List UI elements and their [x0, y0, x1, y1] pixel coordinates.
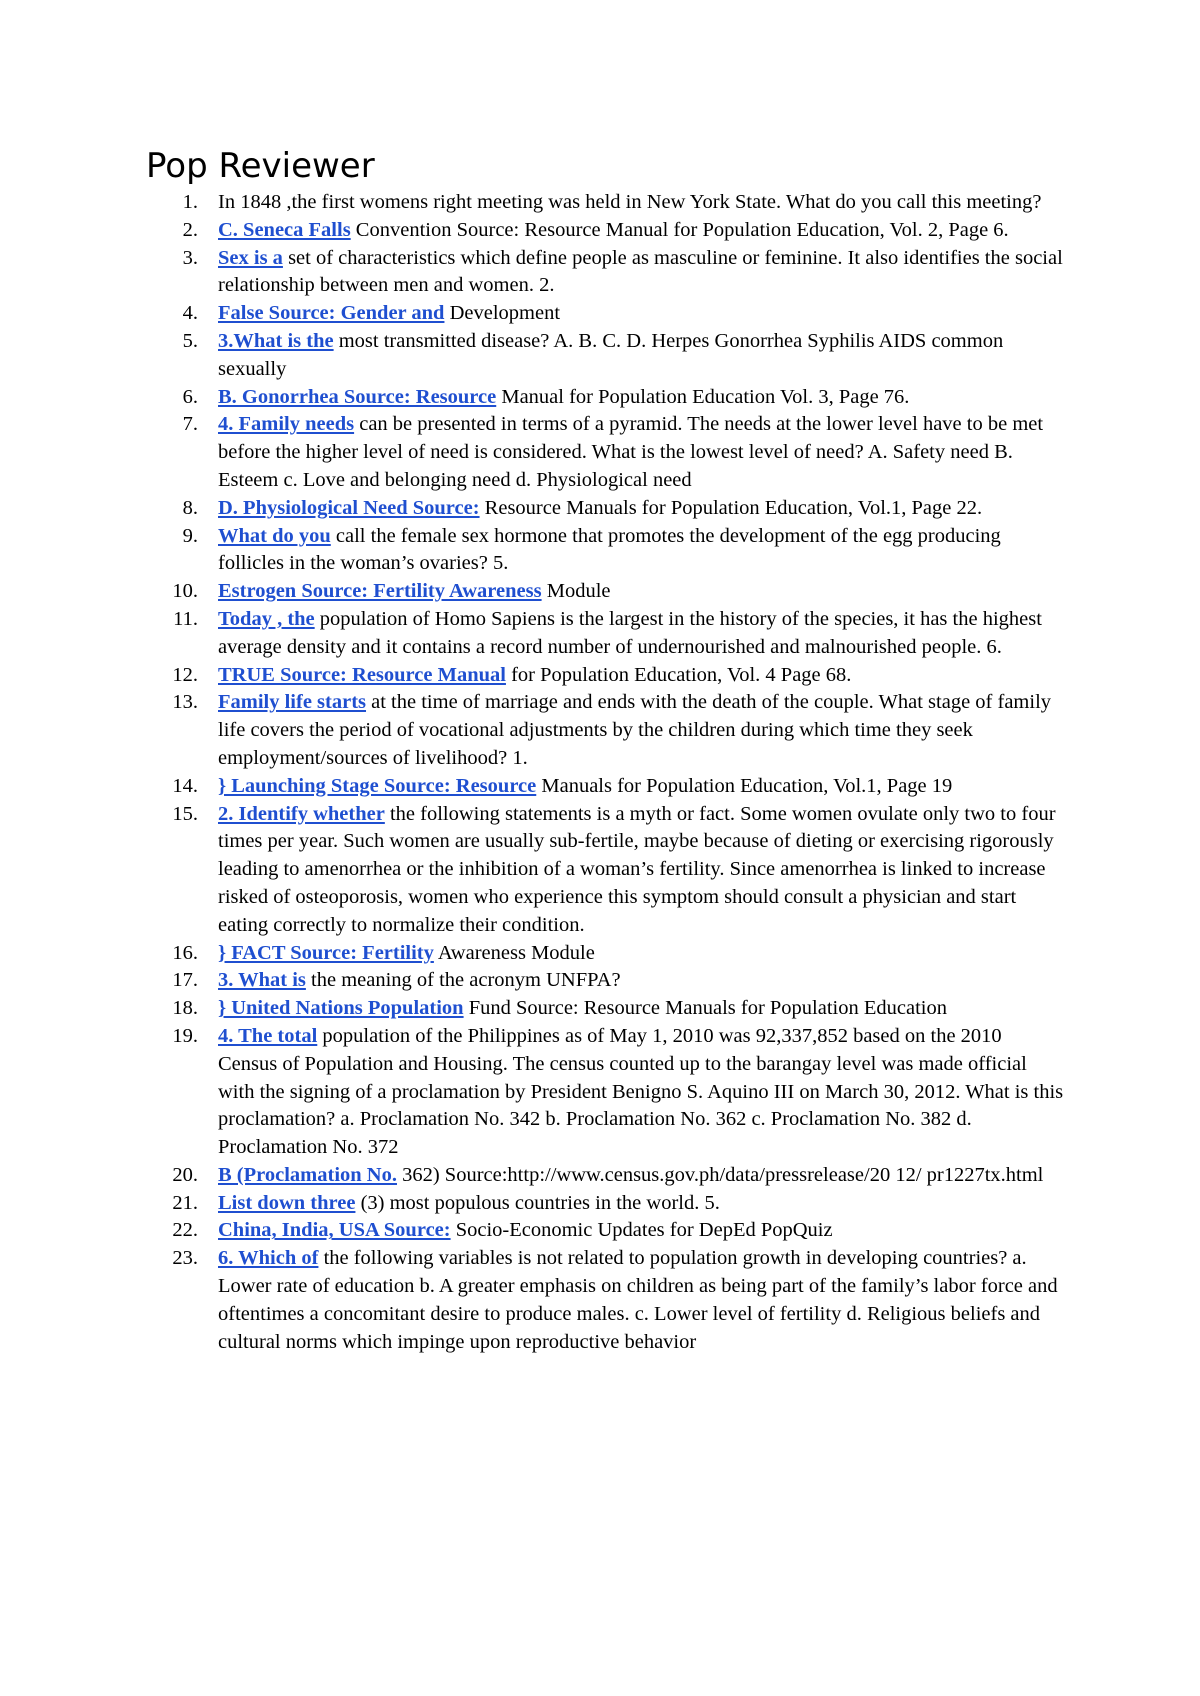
item-number: 11.	[173, 607, 198, 630]
item-number: 5.	[182, 329, 198, 352]
item-text: can be presented in terms of a pyramid. The needs at the lower level have to be met before the higher level of need is considered. What is the lowest level of need? A. Safety need B. Esteem c. Love and belonging need d. Physiological need	[218, 413, 1044, 491]
item-text: for Population Education, Vol. 4 Page 68.	[505, 663, 852, 686]
item-number: 8.	[182, 496, 198, 519]
list-item	[146, 217, 1066, 245]
list-item	[146, 1245, 1066, 1356]
item-text: 362) Source:http://www.census.gov.ph/data/pressrelease/20 12/ pr1227tx.html	[396, 1163, 1044, 1186]
item-link[interactable]: C. Seneca Falls	[218, 218, 351, 241]
item-link[interactable]: Today , the	[218, 607, 315, 630]
item-number: 19.	[172, 1024, 198, 1047]
item-link[interactable]: } Launching Stage Source: Resource	[218, 774, 537, 797]
item-number: 10.	[172, 580, 198, 603]
reviewer-list	[146, 189, 1066, 1356]
item-text: Manuals for Population Education, Vol.1, Page 19	[536, 774, 953, 797]
item-number: 22.	[172, 1219, 198, 1242]
item-link[interactable]: B. Gonorrhea Source: Resource	[218, 385, 497, 408]
item-number: 3.	[182, 246, 198, 269]
item-text: Fund Source: Resource Manuals for Population Education	[463, 997, 947, 1020]
item-text: set of characteristics which define people as masculine or feminine. It also identifies the social relationship between men and women. 2.	[218, 246, 1063, 297]
list-item	[146, 773, 1066, 801]
item-number: 14.	[172, 774, 198, 797]
item-text: Resource Manuals for Population Education, Vol.1, Page 22.	[479, 496, 983, 519]
item-number: 18.	[172, 997, 198, 1020]
item-link[interactable]: False Source: Gender and	[218, 302, 445, 325]
item-number: 1.	[182, 191, 198, 213]
item-number: 7.	[182, 413, 198, 436]
item-number: 21.	[172, 1191, 198, 1214]
list-item	[146, 245, 1066, 301]
item-link[interactable]: 3.What is the	[218, 329, 334, 352]
list-item	[146, 384, 1066, 412]
item-link[interactable]: Sex is a	[218, 246, 283, 269]
item-link[interactable]: 4. The total	[218, 1024, 318, 1047]
item-number: 12.	[172, 663, 198, 686]
item-link[interactable]: List down three	[218, 1191, 356, 1214]
item-link[interactable]: What do you	[218, 524, 331, 547]
item-number: 16.	[172, 941, 198, 964]
item-link[interactable]: 2. Identify whether	[218, 802, 385, 825]
list-item	[146, 189, 1066, 217]
item-text: the following variables is not related to population growth in developing countries? a. Lower rate of education b. A greater emphasis on children as being part of the family’s labor force and oftentimes a concomitant desire to produce males. c. Lower level of fertility d. Religious beliefs and cultural norms which impinge upon reproductive behavior	[218, 1247, 1058, 1353]
list-item	[146, 967, 1066, 995]
item-text: Development	[444, 302, 561, 325]
item-link[interactable]: B (Proclamation No.	[218, 1163, 397, 1186]
item-number: 2.	[182, 218, 198, 241]
item-text: Socio-Economic Updates for DepEd PopQuiz	[450, 1219, 833, 1242]
item-number: 13.	[172, 691, 198, 714]
list-item	[146, 411, 1066, 494]
item-text: the following statements is a myth or fact. Some women ovulate only two to four times per year. Such women are usually sub-fertile, maybe because of dieting or exercising rigorously leading to amenorrhea or the inhibition of a woman’s fertility. Since amenorrhea is linked to increase risked of osteoporosis, women who experience this symptom should consult a physician and start eating correctly to normalize their condition.	[218, 802, 1056, 936]
item-text: Convention Source: Resource Manual for Population Education, Vol. 2, Page 6.	[350, 218, 1009, 241]
item-text: the meaning of the acronym UNFPA?	[305, 969, 621, 992]
item-link[interactable]: Family life starts	[218, 691, 367, 714]
list-item	[146, 689, 1066, 772]
item-text: population of the Philippines as of May 1, 2010 was 92,337,852 based on the 2010 Census of Population and Housing. The census counted up to the barangay level was made official with the signing of a proclamation by President Benigno S. Aquino III on March 30, 2012. What is this proclamation? a. Proclamation No. 342 b. Proclamation No. 362 c. Proclamation No. 382 d. Proclamation No. 372	[218, 1024, 1064, 1159]
item-text: at the time of marriage and ends with the death of the couple. What stage of family life covers the period of vocational adjustments by the children during which time they seek employment/sources of livelihood? 1.	[218, 691, 1052, 769]
item-link[interactable]: 3. What is	[218, 969, 306, 992]
item-link[interactable]: } United Nations Population	[218, 997, 464, 1020]
item-link[interactable]: TRUE Source: Resource Manual	[218, 663, 506, 686]
list-item	[146, 300, 1066, 328]
list-item	[146, 606, 1066, 662]
list-item	[146, 801, 1066, 940]
list-item	[146, 1190, 1066, 1218]
item-text: most transmitted disease? A. B. C. D. Herpes Gonorrhea Syphilis AIDS common sexually	[218, 329, 1004, 380]
item-link[interactable]: } FACT Source: Fertility	[218, 941, 434, 964]
item-text: Manual for Population Education Vol. 3, Page 76.	[496, 385, 910, 408]
item-text: Awareness Module	[433, 941, 595, 964]
list-item	[146, 662, 1066, 690]
item-number: 4.	[182, 302, 198, 325]
item-text: In 1848 ,the first womens right meeting was held in New York State. What do you call this meeting?	[218, 191, 1042, 213]
item-number: 15.	[172, 802, 198, 825]
list-item	[146, 523, 1066, 579]
item-number: 6.	[182, 385, 198, 408]
item-link[interactable]: China, India, USA Source:	[218, 1219, 451, 1242]
list-item	[146, 328, 1066, 384]
list-item	[146, 495, 1066, 523]
item-number: 20.	[172, 1163, 198, 1186]
item-link[interactable]: Estrogen Source: Fertility Awareness	[218, 580, 542, 603]
item-text: Module	[541, 580, 611, 603]
list-item	[146, 940, 1066, 968]
item-text: population of Homo Sapiens is the largest in the history of the species, it has the highest average density and it contains a record number of undernourished and malnourished people. 6.	[218, 607, 1042, 658]
item-link[interactable]: D. Physiological Need Source:	[218, 496, 480, 519]
item-number: 23.	[172, 1247, 198, 1270]
list-item	[146, 578, 1066, 606]
item-number: 17.	[172, 969, 198, 992]
list-item	[146, 1217, 1066, 1245]
item-text: (3) most populous countries in the world. 5.	[355, 1191, 720, 1214]
item-link[interactable]: 4. Family needs	[218, 413, 355, 436]
item-text: call the female sex hormone that promotes the development of the egg producing follicles in the woman’s ovaries? 5.	[218, 524, 1001, 575]
list-item	[146, 1023, 1066, 1162]
list-item	[146, 995, 1066, 1023]
item-link[interactable]: 6. Which of	[218, 1247, 319, 1270]
list-item	[146, 1162, 1066, 1190]
item-number: 9.	[182, 524, 198, 547]
page-title: Pop Reviewer	[146, 146, 375, 186]
